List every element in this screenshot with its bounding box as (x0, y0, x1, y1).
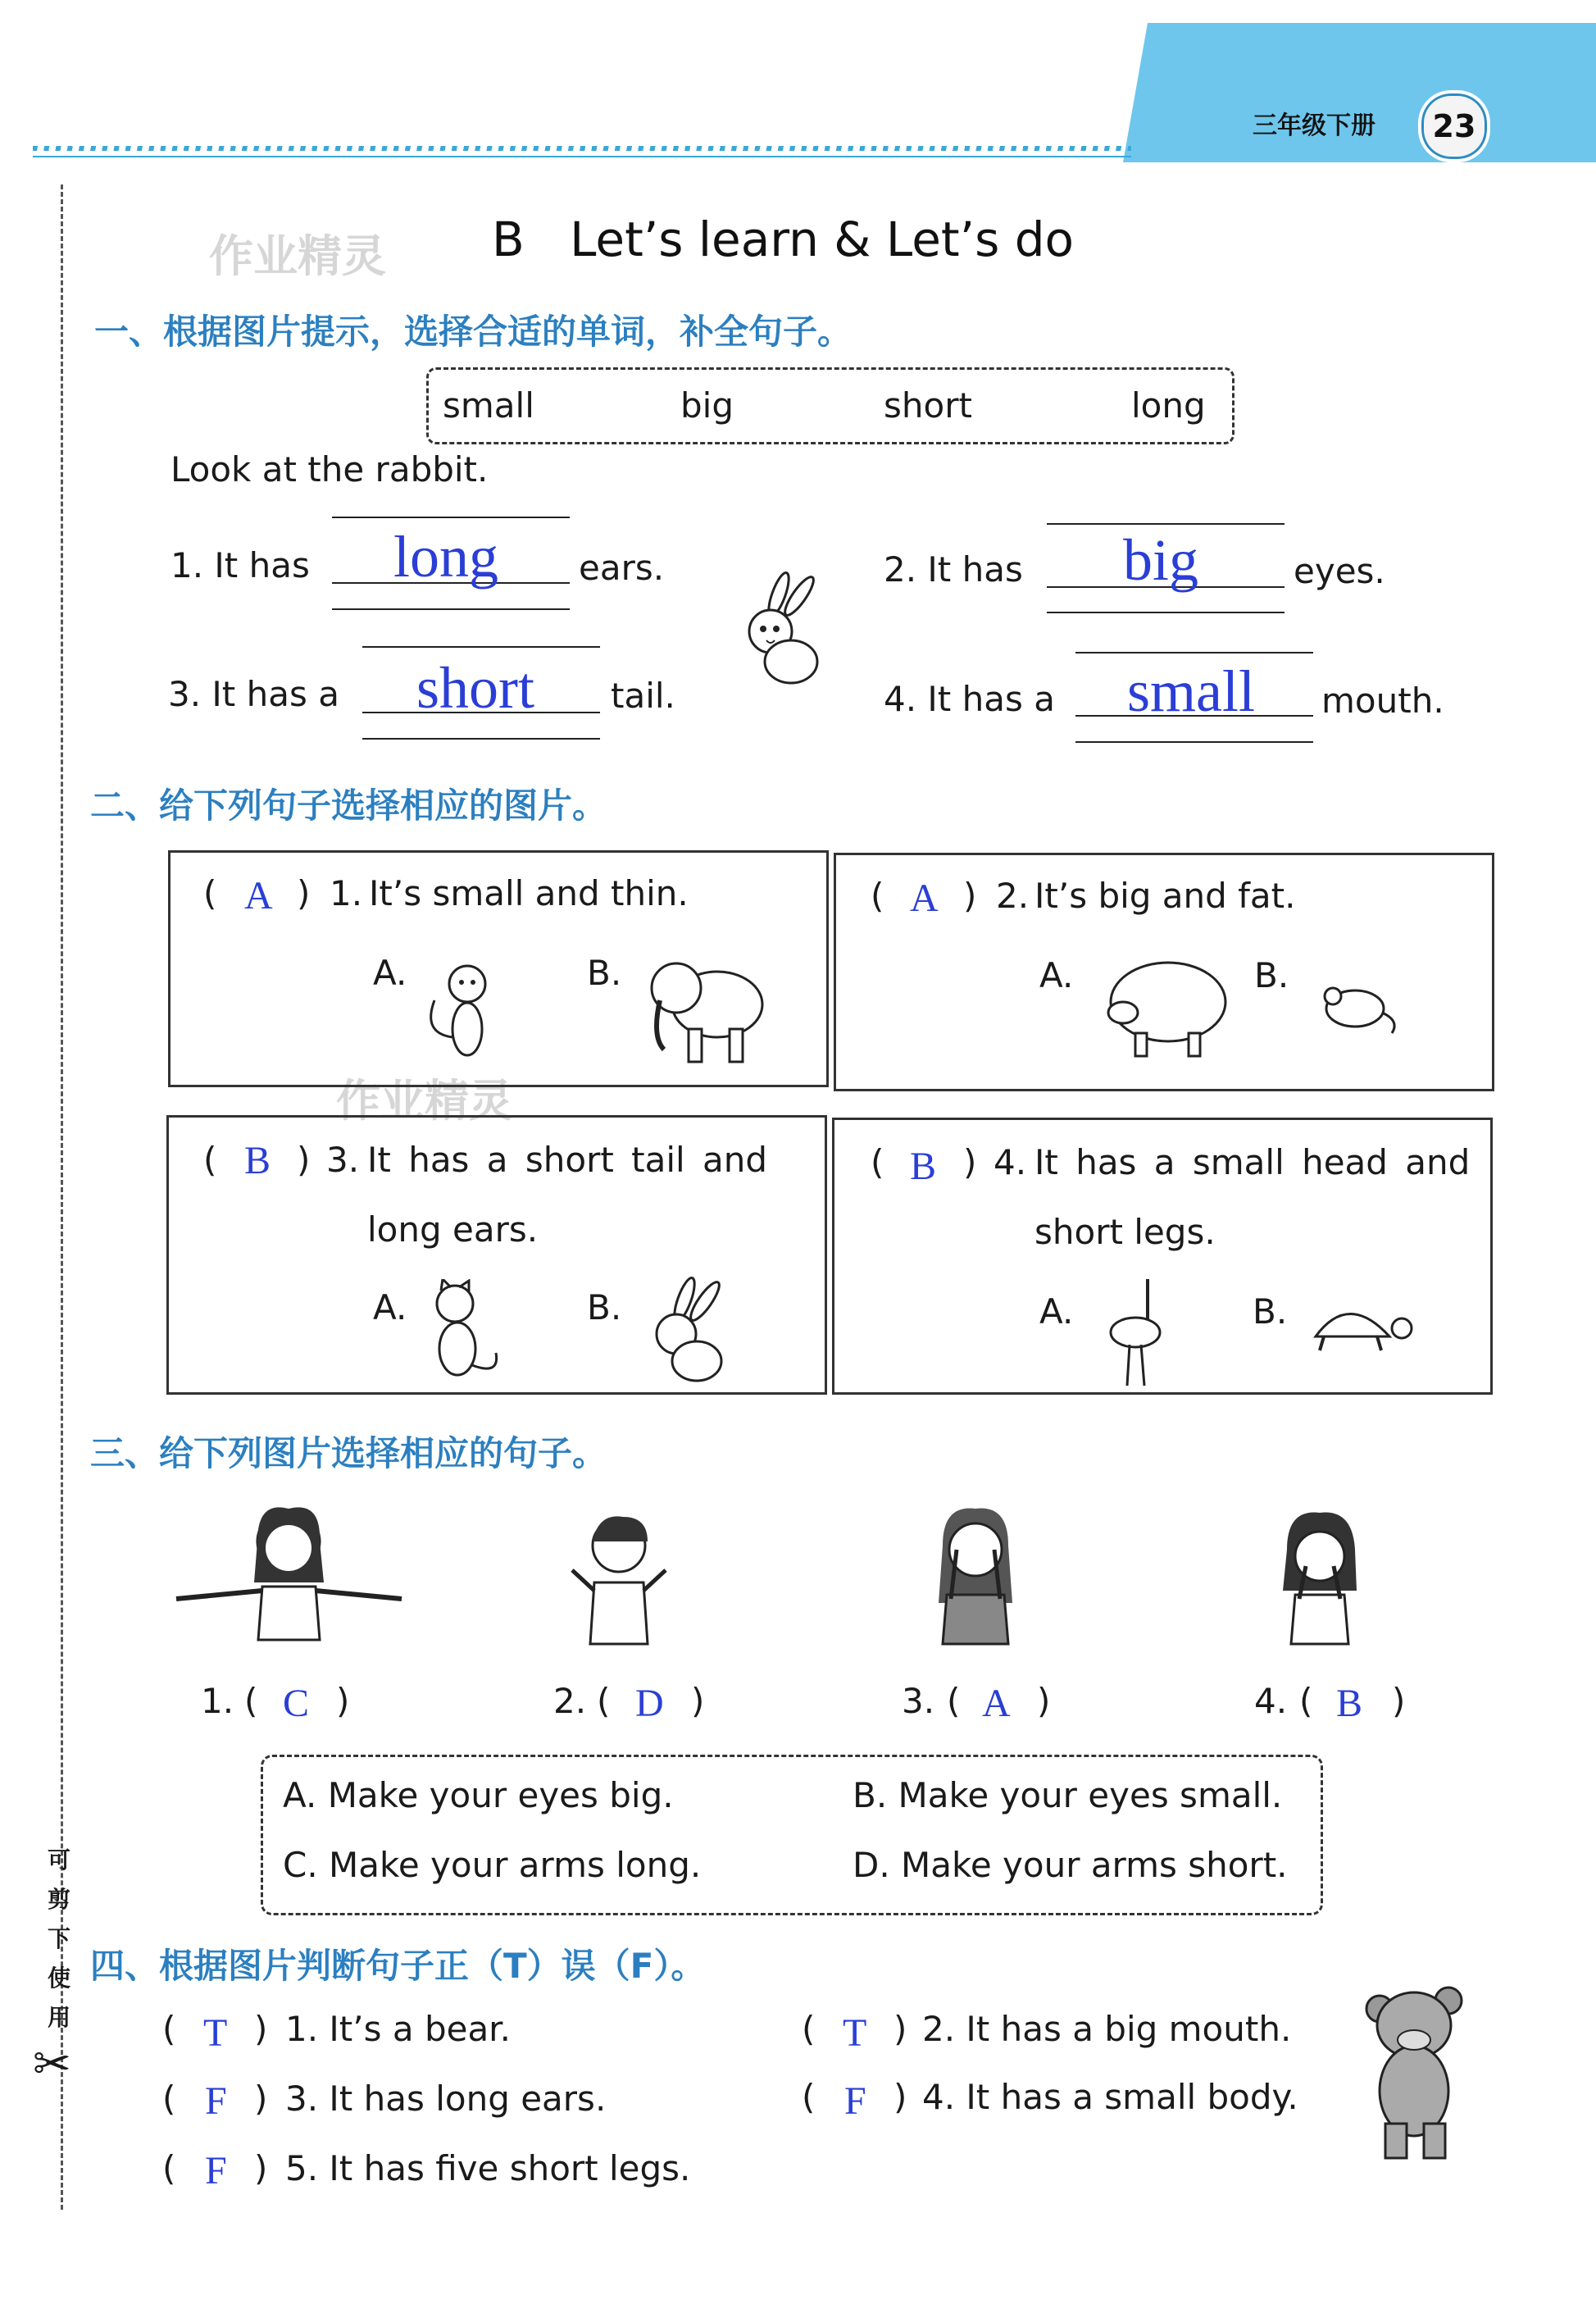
paren-close: ) (893, 2077, 907, 2117)
item-number: 2. (996, 876, 1030, 916)
paren-close: ) (963, 1142, 977, 1182)
paren-open: ( (802, 2009, 816, 2049)
grade-label: 三年级下册 (1253, 112, 1375, 140)
picture-answer: D (635, 1682, 664, 1725)
word-bank-item: small (443, 385, 534, 426)
paren-close: ) (297, 1140, 311, 1180)
boy-arms-short-illustration (557, 1509, 680, 1648)
writing-line (332, 608, 570, 610)
header-rule (33, 156, 1131, 157)
paren-close: ) (297, 873, 311, 913)
fill-item-suffix: tail. (611, 676, 675, 716)
rabbit-illustration (734, 570, 832, 693)
match-sentence: It’s big and fat. (1034, 876, 1296, 916)
match-answer: B (910, 1145, 937, 1188)
paren-open: ( (203, 873, 217, 913)
fill-item-prefix: 1. It has (171, 545, 310, 585)
item-number: 1. (330, 873, 363, 913)
writing-line (1047, 523, 1285, 525)
section1-intro: Look at the rabbit. (171, 449, 489, 489)
word-bank-item: big (680, 385, 734, 426)
judge-sentence: 4. It has a small body. (922, 2077, 1298, 2117)
fill-answer: big (1123, 527, 1199, 593)
paren-close: ) (254, 2009, 268, 2049)
paren-open: ( (947, 1681, 961, 1721)
cut-note-char: 可 (47, 1846, 70, 1874)
option-a-label: A. (373, 953, 407, 993)
judge-answer: F (844, 2079, 866, 2123)
fill-item-suffix: mouth. (1321, 681, 1444, 721)
writing-line (1047, 612, 1285, 613)
match-sentence-line2: long ears. (367, 1209, 539, 1250)
section1-heading: 一、根据图片提示，选择合适的单词，补全句子。 (94, 312, 853, 352)
page-number: 23 (1418, 90, 1490, 162)
judge-answer: F (205, 2079, 227, 2123)
fill-item-prefix: 3. It has a (168, 674, 339, 714)
judge-sentence: 3. It has long ears. (285, 2079, 607, 2119)
option-b-label: B. (587, 953, 622, 993)
paren-close: ) (691, 1681, 705, 1721)
item-number: 4. (994, 1142, 1027, 1182)
fill-item-suffix: ears. (579, 548, 665, 588)
item-number: 3. (326, 1140, 360, 1180)
elephant-illustration (639, 947, 771, 1070)
section3-heading: 三、给下列图片选择相应的句子。 (90, 1433, 607, 1473)
option-b-label: B. (1253, 1291, 1288, 1332)
header-dotted-rule (33, 146, 1131, 151)
judge-sentence: 5. It has five short legs. (285, 2148, 691, 2188)
option-a-label: A. (1039, 955, 1074, 995)
sentence-option: C. Make your arms long. (283, 1845, 702, 1885)
judge-answer: F (205, 2149, 227, 2192)
paren-open: ( (871, 876, 884, 916)
girl-eyes-big-illustration (906, 1505, 1045, 1648)
paren-open: ( (597, 1681, 611, 1721)
section4-heading: 四、根据图片判断句子正（T）误（F）。 (90, 1946, 706, 1986)
judge-answer: T (203, 2011, 228, 2055)
paren-open: ( (162, 2148, 176, 2188)
writing-line (362, 738, 600, 740)
writing-line (1075, 741, 1313, 743)
sentence-option: A. Make your eyes big. (283, 1775, 674, 1815)
writing-line (332, 517, 570, 518)
section2-heading: 二、给下列句子选择相应的图片。 (90, 785, 607, 826)
match-sentence: It’s small and thin. (369, 873, 689, 913)
turtle-illustration (1299, 1291, 1418, 1357)
word-bank (426, 367, 1235, 444)
paren-open: ( (871, 1142, 884, 1182)
paren-open: ( (1299, 1681, 1313, 1721)
paren-close: ) (1392, 1681, 1406, 1721)
mouse-illustration (1310, 972, 1404, 1037)
match-answer: A (244, 874, 273, 918)
paren-open: ( (244, 1681, 258, 1721)
paren-close: ) (1037, 1681, 1051, 1721)
cat-illustration (418, 1279, 508, 1382)
picture-answer: A (982, 1682, 1011, 1725)
option-b-label: B. (587, 1287, 622, 1327)
writing-line (1075, 652, 1313, 653)
judge-sentence: 2. It has a big mouth. (922, 2009, 1292, 2049)
paren-open: ( (162, 2079, 176, 2119)
item-number: 3. (902, 1681, 935, 1721)
fill-item-suffix: eyes. (1294, 551, 1385, 591)
girl-arms-long-illustration (172, 1500, 406, 1644)
fill-item-prefix: 2. It has (884, 549, 1023, 590)
fill-item-prefix: 4. It has a (884, 679, 1055, 719)
header-band (1148, 23, 1596, 162)
option-a-label: A. (1039, 1291, 1074, 1332)
fill-answer: small (1127, 658, 1255, 724)
sentence-option: D. Make your arms short. (853, 1845, 1288, 1885)
match-sentence-line2: short legs. (1034, 1212, 1216, 1252)
option-b-label: B. (1254, 955, 1289, 995)
paren-close: ) (254, 2148, 268, 2188)
cut-note-char: 使 (47, 1965, 70, 1992)
cut-note-char: 下 (47, 1925, 70, 1952)
cut-note-char: 用 (47, 2004, 70, 2031)
paren-open: ( (162, 2009, 176, 2049)
watermark: 作业精灵 (336, 1075, 513, 1127)
option-a-label: A. (373, 1287, 407, 1327)
paren-open: ( (802, 2077, 816, 2117)
paren-close: ) (254, 2079, 268, 2119)
cut-note (43, 1841, 75, 2038)
judge-sentence: 1. It’s a bear. (285, 2009, 511, 2049)
word-bank-item: short (884, 385, 972, 426)
sentence-option: B. Make your eyes small. (853, 1775, 1283, 1815)
item-number: 1. (201, 1681, 234, 1721)
paren-close: ) (893, 2009, 907, 2049)
word-bank-item: long (1131, 385, 1206, 426)
paren-close: ) (336, 1681, 350, 1721)
cut-note-char: 剪 (47, 1886, 70, 1913)
girl-eyes-small-illustration (1266, 1509, 1373, 1648)
writing-line (362, 646, 600, 648)
match-sentence: It has a small head and (1034, 1142, 1471, 1182)
fill-answer: short (416, 655, 534, 721)
paren-close: ) (963, 876, 977, 916)
picture-answer: C (283, 1682, 310, 1725)
pig-illustration (1090, 951, 1234, 1062)
paren-open: ( (203, 1140, 217, 1180)
picture-answer: B (1336, 1682, 1363, 1725)
match-answer: A (910, 877, 939, 920)
header-band-slant (1123, 23, 1148, 162)
match-sentence: It has a short tail and (367, 1140, 768, 1180)
item-number: 2. (553, 1681, 587, 1721)
watermark: 作业精灵 (209, 230, 386, 282)
bear-illustration (1357, 1976, 1476, 2165)
page-title: B Let’s learn & Let’s do (492, 212, 1075, 267)
scissors-icon: ✂ (33, 2038, 71, 2091)
judge-answer: T (843, 2011, 867, 2055)
match-answer: B (244, 1139, 271, 1182)
ostrich-illustration (1090, 1275, 1172, 1390)
monkey-illustration (418, 959, 508, 1066)
rabbit-illustration (643, 1275, 734, 1386)
item-number: 4. (1254, 1681, 1288, 1721)
fill-answer: long (393, 524, 499, 590)
